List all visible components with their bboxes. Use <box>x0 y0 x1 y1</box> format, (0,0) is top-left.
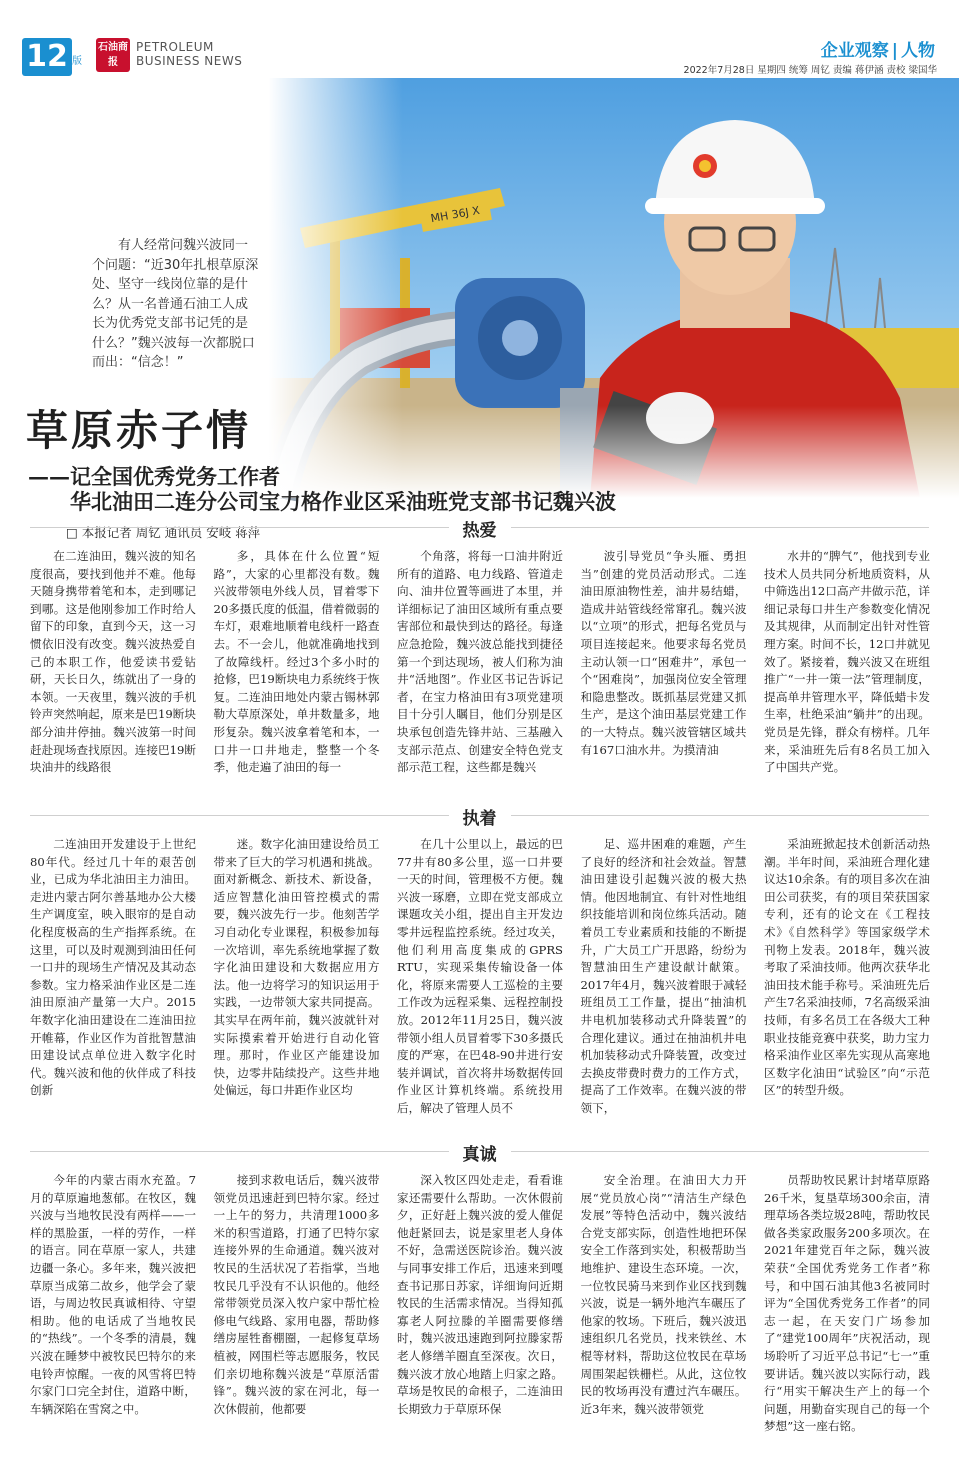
subheadline-1: ——记全国优秀党务工作者 <box>28 464 280 489</box>
paragraph: 二连油田开发建设于上世纪80年代。经过几十年的艰苦创业，已成为华北油田主力油田。走进内蒙古阿尔善基地办公大楼生产调度室，映入眼帘的是自动化程度极高的生产指挥系统。在这里，可以及时观测到油田任何一口井的现场生产情况及其动态参数。宝力格采油作业区是二连油田原油产量第一大户。2015年数字化油田建设在二连油田拉开帷幕，作业区作为首批智慧油田建设试点单位进入数字化时代。魏兴波和他的伙伴成了科技创新 <box>30 837 196 1098</box>
page-number: 12 <box>22 38 72 76</box>
text-column <box>30 548 196 794</box>
paragraph: 采油班掀起技术创新活动热潮。半年时间，采油班合理化建议达10余条。有的项目多次在油田公司获奖，有的项目荣获国家专利，还有的论文在《工程技术》《自然科学》等国家级学术刊物上发表。2018年，魏兴波考取了采油技师。他两次获华北油田技术能手称号。采油班先后产生7名采油技师，7名高级采油技师，有多名员工在各级大工种职业技能竞赛中获奖，助力宝力格采油作业区率先实现从高寒地区数字化油田“试验区”向“示范区”的转型升级。 <box>764 837 930 1098</box>
masthead <box>0 0 959 76</box>
section-header-relove <box>0 516 959 541</box>
section-heading: 真诚 <box>449 1140 511 1165</box>
paragraph: 深入牧区四处走走，看看谁家还需要什么帮助。一次休假前夕，正好赶上魏兴波的爱人催促他赶紧回去，说是家里老人身体不好，急需送医院诊治。魏兴波与同事安排工作后，迅速来到嘎查书记那日苏家，详细询问近期牧民的生活需求情况。当得知孤寡老人阿拉滕的羊圈需要修缮时，魏兴波迅速跑到阿拉滕家帮老人修缮羊圈直至深夜。次日，魏兴波才放心地踏上归家之路。草场是牧民的命根子，二连油田长期致力于草原环保 <box>397 1173 563 1416</box>
text-column <box>214 836 380 1134</box>
text-column <box>581 836 747 1134</box>
section-body-3 <box>30 1172 930 1462</box>
page-suffix: 版 <box>72 56 82 67</box>
paragraph: 在二连油田，魏兴波的知名度很高，要找到他并不难。他每天随身携带着笔和本，走到哪记到哪。这是他刚参加工作时给人留下的印象，直到今天，这一习惯依旧没有改变。魏兴波热爱自己的本职工作，他爱读书爱钻研，天长日久，练就出了一身的本领。一天夜里，魏兴波的手机铃声突然响起，原来是巴19断块部分油井停抽。魏兴波第一时间赶赴现场查找原因。连接巴19断块油井的线路很 <box>30 549 196 775</box>
paper-name-line1: PETROLEUM <box>136 40 214 54</box>
paragraph: 员帮助牧民累计封堵草原路26千米，复垦草场300余亩，清理草场各类垃圾28吨，帮助牧民做各类家政服务200多项次。在2021年建党百年之际，魏兴波荣获“全国优秀党务工作者”称号，和中国石油其他3名被同时评为“全国优秀党务工作者”的同志一起，在天安门广场参加了“建党100周年”庆祝活动，现场聆听了习近平总书记“七一”重要讲话。魏兴波以实际行动，践行“用实干解决生产上的每一个问题，用勤奋实现自己的每一个梦想”这一座右铭。 <box>764 1173 930 1434</box>
section-heading: 热爱 <box>449 516 511 541</box>
paragraph: 接到求救电话后，魏兴波带领党员迅速赶到巴特尔家。经过一上午的努力，共清理1000多米的积雪道路，打通了巴特尔家连接外界的生命通道。魏兴波对牧民的生活状况了若指掌，当地牧民几乎没有不认识他的。他经常带领党员深入牧户家中帮忙检修电气线路、家用电器，帮助修缮房屋牲畜棚圈，一起修复草场植被，网围栏等志愿服务，牧民们亲切地称魏兴波是“草原活雷锋”。魏兴波的家在河北，每一次休假前，他都要 <box>213 1173 380 1416</box>
text-column <box>581 548 747 794</box>
text-column <box>397 1172 563 1462</box>
paragraph: 足、巡井困难的难题，产生了良好的经济和社会效益。智慧油田建设引起魏兴波的极大热情。他因地制宜、有针对性地组织技能培训和岗位练兵活动。随着员工专业素质和技能的不断提升，广大员工广开思路，纷纷为智慧油田生产建设献计献策。2017年4月，魏兴波着眼于减轻班组员工工作量，提出“抽油机井电机加装移动式升降装置”的合理化建议。通过在抽油机井电机加装移动式升降装置，改变过去换皮带费时费力的工作方式，提高了工作效率。在魏兴波的带领下， <box>580 837 747 1115</box>
section-body-2 <box>30 836 930 1134</box>
paper-name-line2: BUSINESS NEWS <box>136 54 243 68</box>
paper-name <box>136 40 242 68</box>
text-column <box>30 836 196 1134</box>
section-body-1 <box>30 548 930 794</box>
text-column <box>30 1172 196 1462</box>
section-header-persistence <box>0 804 959 829</box>
text-column <box>764 836 930 1134</box>
date-line: 2022年7月28日 星期四 统筹 周钇 责编 蒋伊涵 责校 梁国华 <box>683 65 937 76</box>
paragraph: 今年的内蒙古雨水充盈。7月的草原遍地葱郁。在牧区，魏兴波与当地牧民没有两样——一样的黑脸蛋，一样的劳作，一样的语言。同在草原一家人，共建边疆一条心。多年来，魏兴波把草原当成第二故乡，他学会了蒙语，与周边牧民真诚相待、守望相助。他的电话成了当地牧民的“热线”。一个冬季的清晨，魏兴波在睡梦中被牧民巴特尔的来电铃声惊醒。一夜的风雪将巴特尔家门口完全封住，道路中断，车辆深陷在雪窝之中。 <box>30 1173 196 1416</box>
byline: □ 本报记者 周钇 通讯员 安岐 蒋萍 <box>66 525 261 540</box>
paragraph: 水井的“脾气”，他找到专业技术人员共同分析地质资料，从中筛选出12口高产井做示范，详细记录每口井生产参数变化情况及其规律，从而制定出针对性管理方案。时间不长，12口井就见效了。紧接着，魏兴波又在班组推广“一井一策一法”管理制度，提高单井管理水平，降低蜡卡发生率，杜绝采油“躺井”的出现。党员是先锋，群众有榜样。几年来，采油班先后有8名员工加入了中国共产党。 <box>764 549 930 775</box>
paragraph: 安全治理。在油田大力开展“党员放心岗”“清洁生产绿色发展”等特色活动中，魏兴波结合党支部实际，创造性地把环保安全工作落到实处，积极帮助当地维护、建设生态环境。一次，一位牧民骑马来到作业区找到魏兴波，说是一辆外地汽车碾压了他家的牧场。下班后，魏兴波迅速组织几名党员，找来铁丝、木棍等材料，帮助这位牧民在草场周围架起铁栅栏。从此，这位牧民的牧场再没有遭过汽车碾压。近3年来，魏兴波带领党 <box>580 1173 747 1416</box>
intro-paragraph: 有人经常问魏兴波同一个问题：“近30年扎根草原深处、坚守一线岗位靠的是什么？从一名普通石油工人成长为优秀党支部书记凭的是什么？”魏兴波每一次都脱口而出：“信念！” <box>92 238 259 370</box>
newspaper-logo: 石油商报 <box>96 38 130 72</box>
paragraph: 多，具体在什么位置“短路”，大家的心里都没有数。魏兴波带领电外线人员，冒着零下20多摄氏度的低温，借着微弱的车灯，艰难地顺着电线杆一路查去。不一会儿，他就准确地找到了故障线杆。经过3个多小时的抢修，巴19断块电力系统终于恢复。二连油田地处内蒙古锡林郭勒大草原深处，单井数量多，地形复杂。魏兴波拿着笔和本，一口井一口井地走，整整一个冬季，他走遍了油田的每一 <box>213 549 380 775</box>
paragraph: 波引导党员“争头雁、勇担当”创建的党员活动形式。二连油田原油物性差，油井易结蜡，造成井站管线经常窜孔。魏兴波以“立项”的形式，把每名党员与项目连接起来。他要求每名党员主动认领一口“困难井”，承包一个“困难岗”，加强岗位安全管理和隐患整改。既抓基层党建又抓生产，是这个油田基层党建工作的一大特点。魏兴波管辖区域共有167口油水井。为摸清油 <box>580 549 747 757</box>
section-heading: 执着 <box>449 804 511 829</box>
headline: 草原赤子情 <box>26 406 252 455</box>
paragraph: 在几十公里以上，最远的巴77井有80多公里，巡一口井要一天的时间，管理极不方便。魏兴波一琢磨，立即在党支部成立课题攻关小组，提出自主开发边零井远程监控系统。经过攻关，他们利用高度集成的GPRS RTU，实现采集传输设备一体化，将原来需要人工巡检的主要工作改为远程采集、远程控制投放。2012年11月25日，魏兴波带领小组人员冒着零下30多摄氏度的严寒，在巴48-90井进行安装并调试，首次将井场数据传回作业区计算机终端。系统投用后，解决了管理人员不 <box>397 837 563 1115</box>
text-column <box>214 1172 380 1462</box>
section-title: 企业观察 | 人物 <box>820 41 935 61</box>
text-column <box>397 548 563 794</box>
paragraph: 个角落，将每一口油井附近所有的道路、电力线路、管道走向、油井位置等画进了本里，并详细标记了油田区域所有重点要害部位和最快到达的路径。每逢应急抢险，魏兴波总能找到捷径第一个到达现场，被人们称为油井“活地图”。作业区书记告诉记者，在宝力格油田有3项党建项目十分引人瞩目，他们分别是区块承包创造先锋井站、三基融入支部示范点、创建安全特色党支部示范工程，这些都是魏兴 <box>397 549 563 775</box>
text-column <box>214 548 380 794</box>
section-title-a: 企业观察 <box>820 41 889 61</box>
section-title-b: 人物 <box>901 41 935 61</box>
subheadline-2: 华北油田二连分公司宝力格作业区采油班党支部书记魏兴波 <box>70 489 616 514</box>
text-column <box>581 1172 747 1462</box>
paragraph: 迷。数字化油田建设给员工带来了巨大的学习机遇和挑战。面对新概念、新技术、新设备，适应智慧化油田管控模式的需要，魏兴波先行一步。他刻苦学习自动化专业课程，积极参加每一次培训，率先系统地掌握了数字化油田建设和大数据应用方法。他一边将学习的知识运用于实践，一边带领大家共同提高。其实早在两年前，魏兴波就针对实际摸索着开始进行自动化管理。那时，作业区产能建设加快，边零井陆续投产。这些井地处偏远，每口井距作业区均 <box>213 837 380 1098</box>
text-column <box>397 836 563 1134</box>
text-column <box>764 1172 930 1462</box>
text-column <box>764 548 930 794</box>
section-header-sincerity <box>0 1140 959 1165</box>
